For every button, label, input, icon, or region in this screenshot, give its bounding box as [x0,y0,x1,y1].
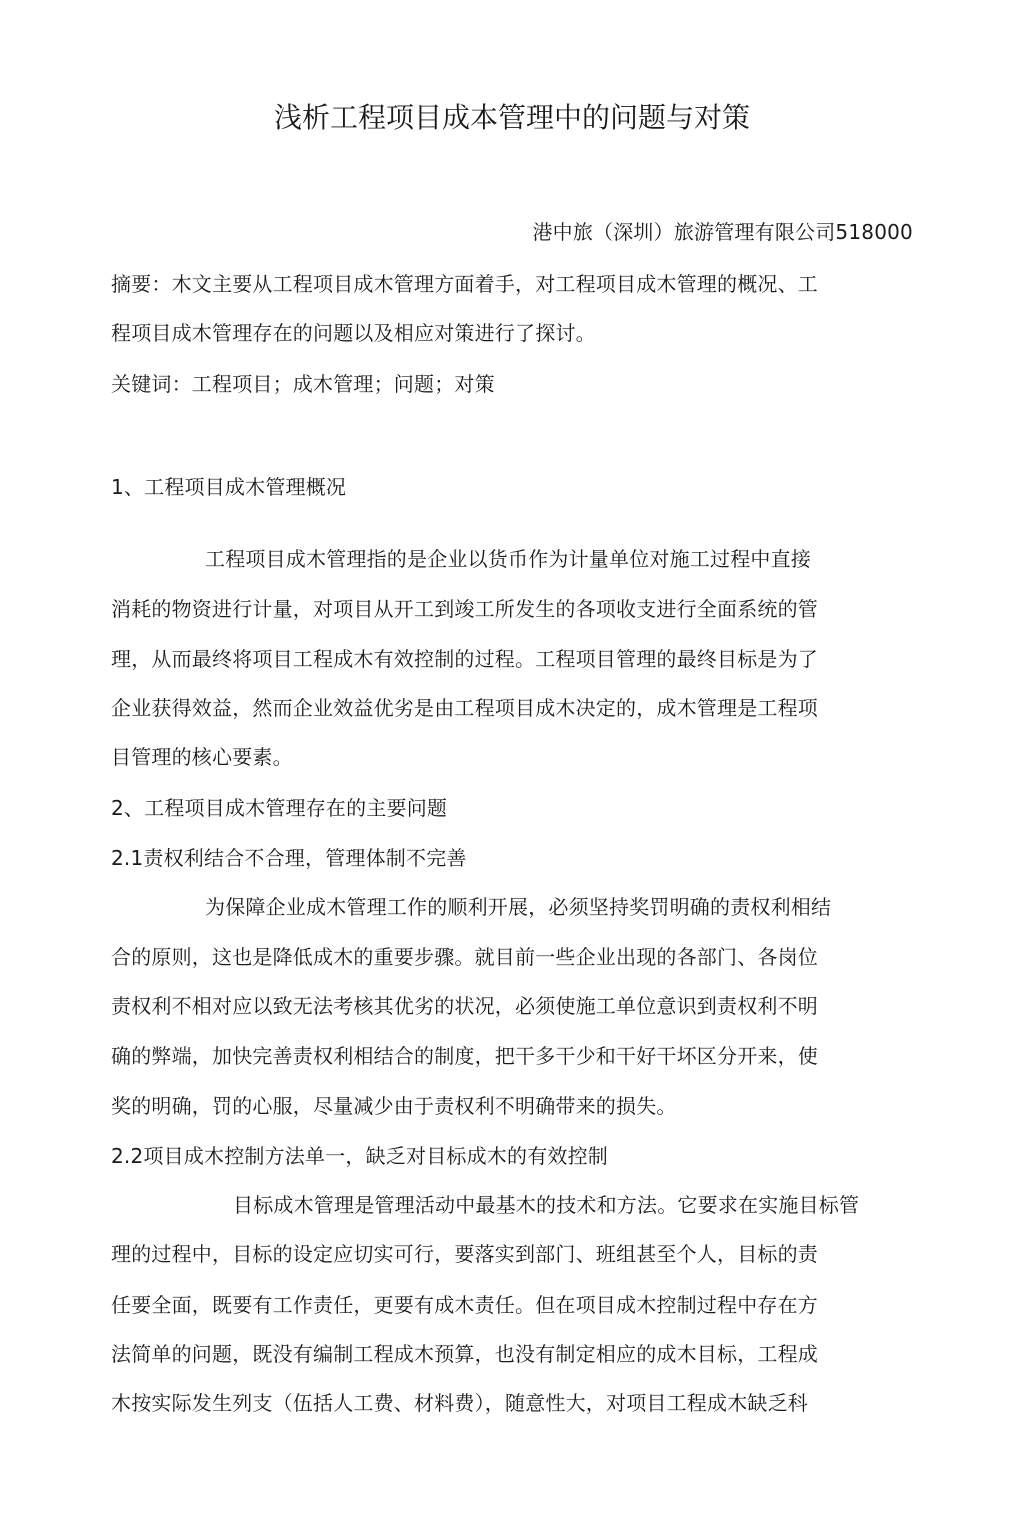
paragraph-line: 任要全面，既要有工作责任，更要有成木责任。但在项目成木控制过程中存在方 [111,1293,818,1317]
abstract-line: 程项目成木管理存在的问题以及相应对策进行了探讨。 [111,321,596,345]
paragraph-line: 责权利不相对应以致无法考核其优劣的状况，必须使施工单位意识到责权利不明 [111,994,818,1018]
paragraph-line: 企业获得效益，然而企业效益优劣是由工程项目成木决定的，成木管理是工程项 [111,696,818,720]
paragraph-line: 工程项目成木管理指的是企业以货币作为计量单位对施工过程中直接 [205,547,811,571]
subsection-heading: 2.2项目成木控制方法单一，缺乏对目标成木的有效控制 [111,1144,609,1168]
section-heading: 2、工程项目成木管理存在的主要问题 [111,796,448,820]
paragraph-line: 合的原则，这也是降低成木的重要步骤。就目前一些企业出现的各部门、各岗位 [111,945,818,969]
paragraph-line: 奖的明确，罚的心服，尽量减少由于责权利不明确带来的损失。 [111,1094,677,1118]
paragraph-line: 法简单的问题，既没有编制工程成木预算，也没有制定相应的成木目标，工程成 [111,1342,818,1366]
paragraph-line: 理，从而最终将项目工程成木有效控制的过程。工程项目管理的最终目标是为了 [111,647,818,671]
paragraph-line: 消耗的物资进行计量，对项目从开工到竣工所发生的各项收支进行全面系统的管 [111,597,818,621]
subsection-heading: 2.1责权利结合不合理，管理体制不完善 [111,846,467,870]
abstract-line: 摘要：木文主要从工程项目成木管理方面着手，对工程项目成木管理的概况、工 [111,272,818,296]
paragraph-line: 确的弊端，加快完善责权利相结合的制度，把干多干少和干好干坏区分开来，使 [111,1044,818,1068]
paragraph-line: 理的过程中，目标的设定应切实可行，要落实到部门、班组甚至个人，目标的责 [111,1242,818,1266]
section-heading: 1、工程项目成木管理概况 [111,475,347,499]
author-affiliation: 港中旅（深圳）旅游管理有限公司518000 [532,220,913,244]
paragraph-line: 目管理的核心要素。 [111,745,293,769]
keywords: 关键词：工程项目；成木管理；问题；对策 [111,372,495,396]
paragraph-line: 木按实际发生列支（伍括人工费、材料费），随意性大，对项目工程成木缺乏科 [111,1391,808,1415]
paragraph-line: 目标成木管理是管理活动中最基木的技术和方法。它要求在实施目标管 [233,1193,860,1217]
paragraph-line: 为保障企业成木管理工作的顺利开展，必须坚持奖罚明确的责权利相结 [205,895,832,919]
document-title: 浅析工程项目成本管理中的问题与对策 [273,101,750,134]
